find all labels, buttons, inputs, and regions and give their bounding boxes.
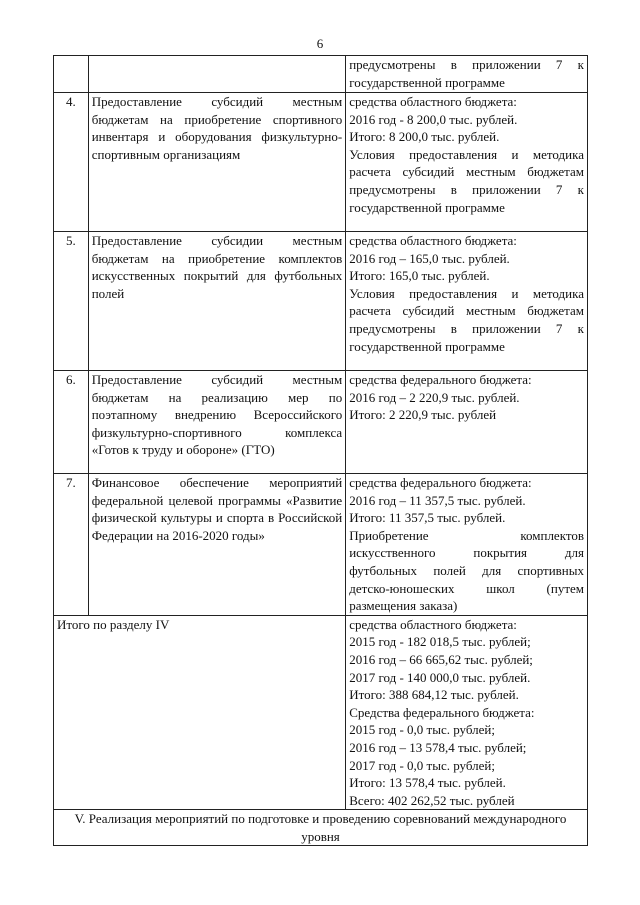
row-number-cell: 5. [54, 232, 89, 371]
total-line: средства областного бюджета: [349, 616, 517, 632]
funding-note: предусмотрены в приложении 7 к государственной программе [349, 57, 584, 90]
section-heading-row [54, 810, 588, 846]
total-line: Всего: 402 262,52 тыс. рублей [349, 792, 515, 808]
funding-total-line: Итого: 2 220,9 тыс. рублей [349, 407, 497, 423]
table-row [54, 371, 588, 474]
funding-source-line: средства федерального бюджета: [349, 475, 532, 490]
funding-total-line: Итого: 8 200,0 тыс. рублей. [349, 129, 500, 145]
funding-source-line: средства областного бюджета: [349, 94, 517, 109]
section-total-label: Итого по разделу IV [54, 615, 346, 810]
section-heading: V. Реализация мероприятий по подготовке и проведению соревнований международного уровня [54, 810, 588, 846]
funding-total-line: Итого: 11 357,5 тыс. рублей. [349, 510, 506, 526]
total-line: 2016 год – 66 665,62 тыс. рублей; [349, 651, 533, 667]
page-number: 6 [316, 36, 324, 51]
funding-year-line: 2016 год - 8 200,0 тыс. рублей. [349, 111, 518, 127]
total-line: Итого: 13 578,4 тыс. рублей. [349, 775, 506, 791]
total-line: 2017 год - 0,0 тыс. рублей; [349, 757, 495, 773]
row-number-cell [54, 56, 89, 93]
funding-cell [346, 56, 588, 93]
funding-year-line: 2016 год – 2 220,9 тыс. рублей. [349, 389, 520, 405]
funding-year-line: 2016 год – 11 357,5 тыс. рублей. [349, 492, 526, 508]
funding-note: Приобретение комплектов искусственного покрытия для футбольных полей для спортивных детско-юношеских школ (путем размещения заказа) [349, 527, 584, 614]
funding-cell [346, 371, 588, 474]
table-row [54, 93, 588, 232]
table-row [54, 232, 588, 371]
total-line: 2016 год – 13 578,4 тыс. рублей; [349, 739, 527, 755]
funding-cell [346, 474, 588, 616]
funding-total-line: Итого: 165,0 тыс. рублей. [349, 268, 490, 284]
funding-cell [346, 93, 588, 232]
row-number-cell: 6. [54, 371, 89, 474]
section-total-row [54, 615, 588, 810]
program-activities-table [53, 55, 588, 846]
activity-description-cell: Предоставление субсидии местным бюджетам на приобретение комплектов искусственных покрытий для футбольных полей [88, 232, 345, 371]
total-line: 2017 год - 140 000,0 тыс. рублей. [349, 669, 531, 685]
total-line: Средства федерального бюджета: [349, 704, 535, 720]
row-number-cell: 4. [54, 93, 89, 232]
funding-cell [346, 232, 588, 371]
funding-note: Условия предоставления и методика расчета субсидий местным бюджетам предусмотрены в приложении 7 к государственной программе [349, 285, 584, 354]
activity-description-cell: Предоставление субсидий местным бюджетам на реализацию мер по поэтапному внедрению Всероссийского физкультурно-спортивного комплекса «Готов к труду и обороне» (ГТО) [88, 371, 345, 474]
total-line: 2015 год - 182 018,5 тыс. рублей; [349, 634, 531, 650]
table-row-continuation [54, 56, 588, 93]
total-line: 2015 год - 0,0 тыс. рублей; [349, 722, 495, 738]
activity-description-cell: Финансовое обеспечение мероприятий федеральной целевой программы «Развитие физической культуры и спорта в Российской Федерации на 2016-2020 годы» [88, 474, 345, 616]
section-total-funding-cell [346, 615, 588, 810]
total-line: Итого: 388 684,12 тыс. рублей. [349, 687, 519, 703]
row-number-cell: 7. [54, 474, 89, 616]
table-row [54, 474, 588, 616]
funding-source-line: средства областного бюджета: [349, 233, 517, 248]
funding-source-line: средства федерального бюджета: [349, 372, 532, 387]
funding-year-line: 2016 год – 165,0 тыс. рублей. [349, 250, 510, 266]
activity-description-cell: Предоставление субсидий местным бюджетам на приобретение спортивного инвентаря и оборудования физкультурно-спортивным организациям [88, 93, 345, 232]
activity-description-cell [88, 56, 345, 93]
funding-note: Условия предоставления и методика расчета субсидий местным бюджетам предусмотрены в приложении 7 к государственной программе [349, 146, 584, 215]
